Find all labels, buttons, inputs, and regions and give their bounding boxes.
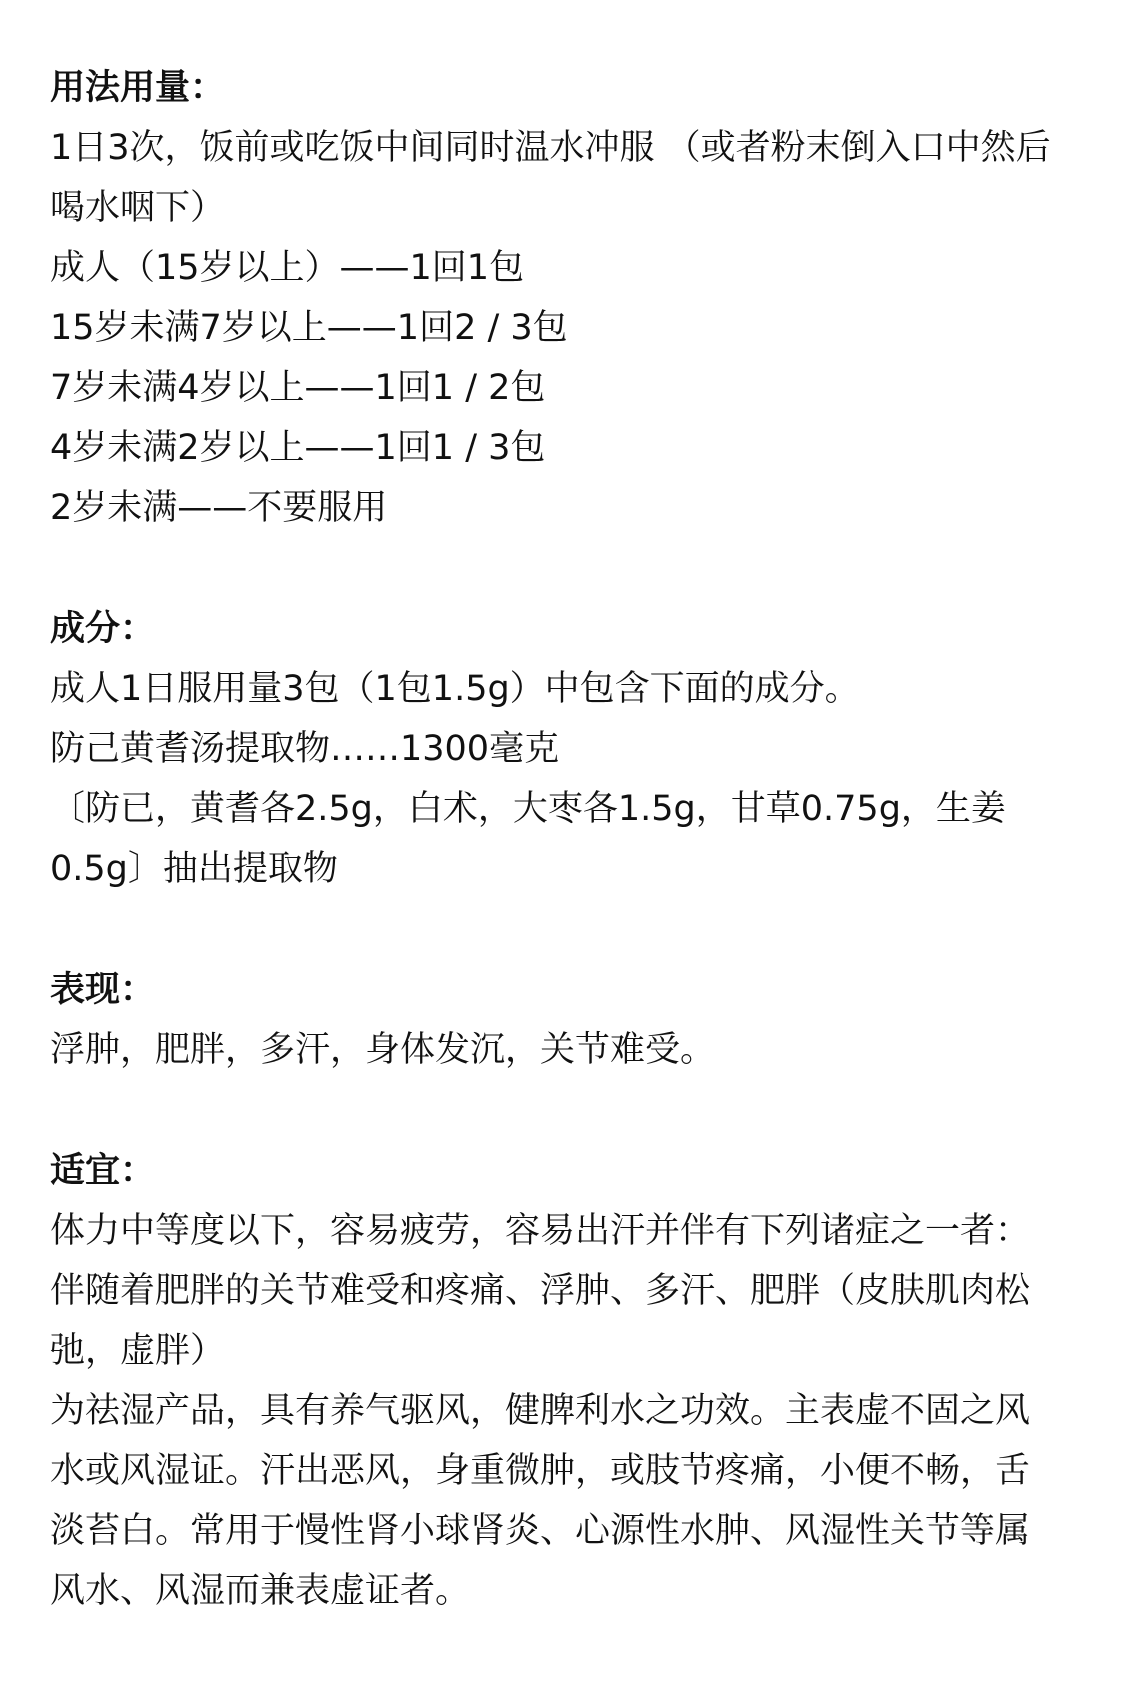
text-line: 0.5g〕抽出提取物: [50, 849, 338, 889]
section-heading: 成分：: [50, 609, 156, 649]
text-line: 1日3次，饭前或吃饭中间同时温水冲服 （或者粉末倒入口中然后: [50, 128, 1051, 168]
section-heading: 用法用量：: [50, 68, 226, 108]
section-indications: [50, 1141, 1090, 1621]
text-line: 水或风湿证。汗出恶风，身重微肿，或肢节疼痛，小便不畅，舌: [50, 1451, 1031, 1491]
text-line: 成人（15岁以上）——1回1包: [50, 248, 525, 288]
section-usage-dosage: [50, 58, 1090, 538]
text-line: 成人1日服用量3包（1包1.5g）中包含下面的成分。: [50, 669, 860, 709]
text-line: 伴随着肥胖的关节难受和疼痛、浮肿、多汗、肥胖（皮肤肌肉松: [50, 1271, 1031, 1311]
text-line: 淡苔白。常用于慢性肾小球肾炎、心源性水肿、风湿性关节等属: [50, 1511, 1031, 1551]
section-symptoms: [50, 960, 1090, 1080]
text-line: 防己黄耆汤提取物……1300毫克: [50, 729, 560, 769]
text-line: 弛，虚胖）: [50, 1331, 226, 1371]
text-line: 喝水咽下）: [50, 188, 226, 228]
text-line: 浮肿，肥胖，多汗，身体发沉，关节难受。: [50, 1030, 716, 1070]
text-line: 7岁未满4岁以上——1回1 / 2包: [50, 368, 546, 408]
document-page: [50, 58, 1090, 1621]
section-heading: 适宜：: [50, 1151, 156, 1191]
text-line: 〔防已，黄耆各2.5g，白术，大枣各1.5g，甘草0.75g，生姜: [50, 789, 1006, 829]
text-line: 体力中等度以下，容易疲劳，容易出汗并伴有下列诸症之一者：: [50, 1211, 1031, 1251]
text-line: 4岁未满2岁以上——1回1 / 3包: [50, 428, 546, 468]
text-line: 2岁未满——不要服用: [50, 488, 388, 528]
text-line: 风水、风湿而兼表虚证者。: [50, 1571, 471, 1611]
text-line: 15岁未满7岁以上——1回2 / 3包: [50, 308, 568, 348]
section-heading: 表现：: [50, 970, 156, 1010]
text-line: 为祛湿产品，具有养气驱风，健脾利水之功效。主表虚不固之风: [50, 1391, 1031, 1431]
section-ingredients: [50, 599, 1090, 899]
